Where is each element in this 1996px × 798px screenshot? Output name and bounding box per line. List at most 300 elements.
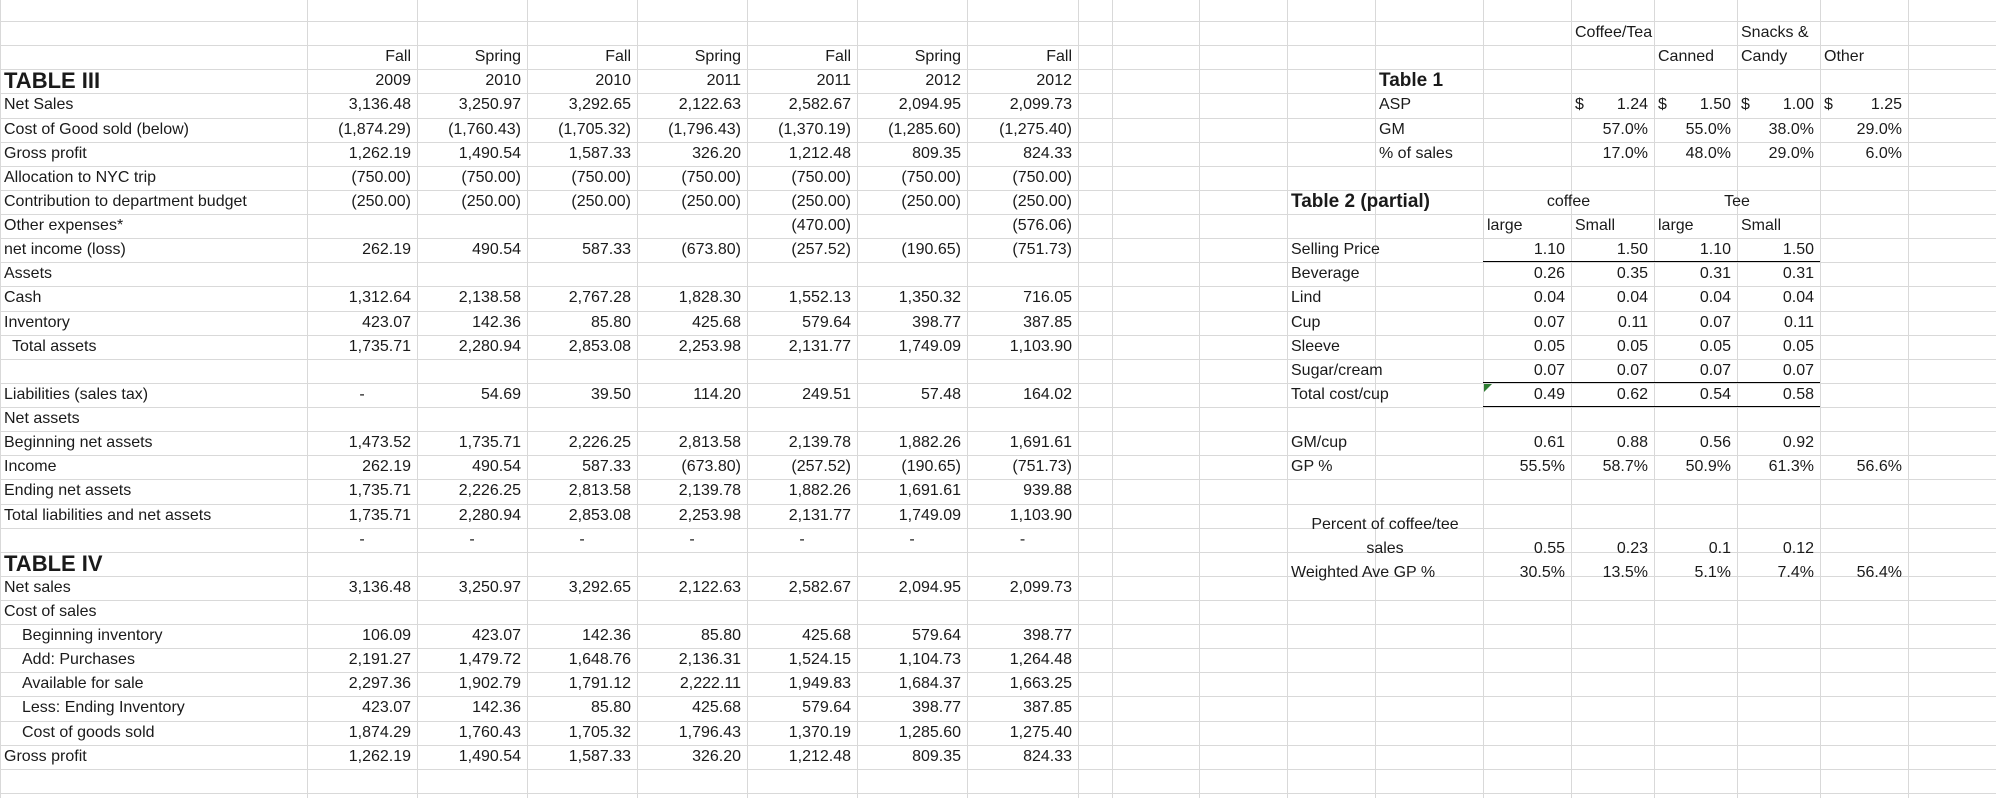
cell-border [1483, 406, 1820, 407]
value-cell[interactable]: 2,122.63 [678, 579, 741, 596]
value-cell[interactable]: 579.64 [912, 627, 961, 644]
value-cell[interactable]: 3,250.97 [458, 96, 521, 113]
value-cell[interactable]: (1,275.40) [999, 121, 1072, 138]
value-cell[interactable]: 57.0% [1602, 121, 1648, 138]
value-cell[interactable]: - [799, 531, 805, 548]
header-year-cell[interactable]: 2011 [706, 72, 741, 89]
value-cell[interactable]: 0.92 [1782, 434, 1814, 451]
value-cell[interactable]: - [359, 386, 365, 403]
row-label[interactable]: Sleeve [1291, 338, 1340, 355]
header-year-cell[interactable]: 2012 [925, 72, 961, 89]
row-label[interactable]: Beginning inventory [22, 627, 163, 644]
value-cell[interactable]: (1,874.29) [338, 121, 411, 138]
value-cell[interactable]: (1,285.60) [888, 121, 961, 138]
value-cell[interactable]: (750.00) [351, 169, 411, 186]
header-year-cell[interactable]: 2010 [485, 72, 521, 89]
value-cell[interactable]: 1,882.26 [788, 482, 851, 499]
value-cell[interactable]: 1,490.54 [458, 748, 521, 765]
value-cell[interactable]: 0.61 [1533, 434, 1565, 451]
value-cell[interactable]: 1,490.54 [458, 145, 521, 162]
grid-row-line [0, 793, 1996, 794]
value-cell[interactable]: (257.52) [791, 241, 851, 258]
header-season-cell[interactable]: Spring [694, 48, 741, 65]
value-cell[interactable]: 809.35 [912, 145, 961, 162]
value-cell[interactable]: (1,705.32) [558, 121, 631, 138]
value-cell[interactable]: 587.33 [582, 458, 631, 475]
value-cell[interactable]: 2,853.08 [568, 338, 631, 355]
value-cell[interactable]: 0.04 [1616, 289, 1648, 306]
value-cell[interactable]: 1,264.48 [1009, 651, 1072, 668]
table1-header-bottom[interactable]: Other [1824, 48, 1865, 65]
size-header[interactable]: large [1658, 217, 1694, 234]
value-cell[interactable]: 1,691.61 [1009, 434, 1072, 451]
value-cell[interactable]: 824.33 [1023, 748, 1072, 765]
value-cell[interactable]: 809.35 [912, 748, 961, 765]
value-cell[interactable]: 6.0% [1865, 145, 1902, 162]
value-cell[interactable]: 0.62 [1616, 386, 1648, 403]
value-cell[interactable]: 0.12 [1782, 540, 1814, 557]
value-cell[interactable]: 1,705.32 [568, 724, 631, 741]
cell-comment-flag-icon[interactable] [1484, 384, 1492, 392]
value-cell[interactable]: 2,582.67 [788, 579, 851, 596]
value-cell[interactable]: 0.07 [1782, 362, 1814, 379]
value-cell[interactable]: 1,285.60 [898, 724, 961, 741]
value-cell[interactable]: 1,874.29 [348, 724, 411, 741]
value-cell[interactable]: - [359, 531, 365, 548]
value-cell[interactable]: 1,735.71 [458, 434, 521, 451]
value-cell[interactable]: 1,749.09 [898, 338, 961, 355]
value-cell[interactable]: (1,370.19) [778, 121, 851, 138]
value-cell[interactable]: 2,253.98 [678, 338, 741, 355]
row-label[interactable]: ASP [1379, 96, 1412, 113]
value-cell[interactable]: 29.0% [1768, 145, 1814, 162]
value-cell[interactable]: 142.36 [472, 699, 521, 716]
value-cell[interactable]: 0.07 [1699, 314, 1731, 331]
value-cell[interactable]: 423.07 [362, 314, 411, 331]
value-cell[interactable]: 30.5% [1519, 564, 1565, 581]
currency-symbol: $ [1824, 96, 1833, 113]
value-cell[interactable]: 57.48 [920, 386, 961, 403]
row-label[interactable]: Sugar/cream [1291, 362, 1383, 379]
value-cell[interactable]: 2,099.73 [1009, 579, 1072, 596]
size-header[interactable]: Small [1575, 217, 1616, 234]
value-cell[interactable]: 2,122.63 [678, 96, 741, 113]
grid-row-line [0, 769, 1996, 770]
value-cell[interactable]: 2,226.25 [568, 434, 631, 451]
value-cell[interactable]: 425.68 [692, 699, 741, 716]
value-cell[interactable]: 1,735.71 [348, 338, 411, 355]
value-cell[interactable]: 2,253.98 [678, 507, 741, 524]
value-cell[interactable]: 29.0% [1856, 121, 1902, 138]
value-cell[interactable]: 262.19 [362, 241, 411, 258]
value-cell[interactable]: 579.64 [802, 699, 851, 716]
value-cell[interactable]: 1,663.25 [1009, 675, 1072, 692]
row-label[interactable]: Gross profit [4, 145, 87, 162]
value-cell[interactable]: (257.52) [791, 458, 851, 475]
value-cell[interactable]: 326.20 [692, 145, 741, 162]
value-cell[interactable]: 1,103.90 [1009, 507, 1072, 524]
pct-label[interactable]: Percent of coffee/tee [1311, 516, 1459, 533]
value-cell[interactable]: 2,131.77 [788, 338, 851, 355]
value-cell[interactable]: (1,760.43) [448, 121, 521, 138]
value-cell[interactable]: (750.00) [1012, 169, 1072, 186]
value-cell[interactable]: 3,292.65 [568, 96, 631, 113]
header-year-cell[interactable]: 2011 [816, 72, 851, 89]
cell-border [1483, 261, 1820, 262]
value-cell[interactable]: 1,691.61 [898, 482, 961, 499]
value-cell[interactable] [1654, 93, 1737, 117]
value-cell[interactable]: 1,760.43 [458, 724, 521, 741]
value-cell[interactable]: 425.68 [802, 627, 851, 644]
value-cell[interactable] [1737, 93, 1820, 117]
value-cell[interactable]: 5.1% [1694, 564, 1731, 581]
value-cell[interactable]: (250.00) [791, 193, 851, 210]
value-cell[interactable]: 1.50 [1782, 241, 1814, 258]
value-cell[interactable]: 1,552.13 [788, 289, 851, 306]
value-cell[interactable]: 824.33 [1023, 145, 1072, 162]
header-year-cell[interactable]: 2012 [1036, 72, 1072, 89]
value-cell[interactable]: 2,099.73 [1009, 96, 1072, 113]
value-cell[interactable]: (750.00) [791, 169, 851, 186]
value-cell[interactable]: 3,250.97 [458, 579, 521, 596]
value-cell[interactable]: (673.80) [681, 458, 741, 475]
value-cell[interactable]: 0.23 [1616, 540, 1648, 557]
value-cell[interactable]: 106.09 [362, 627, 411, 644]
value-cell[interactable]: 490.54 [472, 241, 521, 258]
value-cell[interactable]: 398.77 [912, 314, 961, 331]
value-cell[interactable]: (250.00) [461, 193, 521, 210]
value-cell[interactable]: 2,139.78 [788, 434, 851, 451]
row-label[interactable]: Net assets [4, 410, 80, 427]
value-cell[interactable]: 1,735.71 [348, 507, 411, 524]
value-cell[interactable]: 262.19 [362, 458, 411, 475]
value-cell[interactable]: 2,136.31 [678, 651, 741, 668]
row-label[interactable]: Cost of goods sold [22, 724, 155, 741]
header-season-cell[interactable]: Fall [825, 48, 851, 65]
row-label[interactable]: Allocation to NYC trip [4, 169, 157, 186]
value-cell[interactable]: 0.07 [1616, 362, 1648, 379]
value-cell[interactable]: 1,479.72 [458, 651, 521, 668]
row-label[interactable]: Ending net assets [4, 482, 132, 499]
group-header-coffee[interactable]: coffee [1546, 193, 1591, 210]
gp-total-cell[interactable]: 56.6% [1856, 458, 1902, 475]
value-cell[interactable]: 490.54 [472, 458, 521, 475]
grid-column-line [1112, 0, 1113, 798]
row-label[interactable]: Weighted Ave GP % [1291, 564, 1436, 581]
value-cell[interactable]: 1,828.30 [678, 289, 741, 306]
grid-column-line [1078, 0, 1079, 798]
value-cell[interactable]: - [469, 531, 475, 548]
value-cell[interactable]: 2,094.95 [898, 96, 961, 113]
value-cell[interactable]: 2,767.28 [568, 289, 631, 306]
value-cell[interactable]: 0.58 [1782, 386, 1814, 403]
value-cell[interactable]: 0.54 [1699, 386, 1731, 403]
value-cell[interactable]: 0.04 [1699, 289, 1731, 306]
value-cell[interactable]: 2,094.95 [898, 579, 961, 596]
value-cell[interactable]: 48.0% [1685, 145, 1731, 162]
size-header[interactable]: large [1487, 217, 1523, 234]
value-cell[interactable]: 0.07 [1533, 314, 1565, 331]
row-label[interactable]: Less: Ending Inventory [22, 699, 185, 716]
value-cell[interactable]: 2,280.94 [458, 507, 521, 524]
value-cell[interactable]: 1,587.33 [568, 145, 631, 162]
value-cell[interactable]: (250.00) [1012, 193, 1072, 210]
row-label[interactable]: Gross profit [4, 748, 87, 765]
value-cell[interactable]: (250.00) [681, 193, 741, 210]
header-season-cell[interactable]: Fall [385, 48, 411, 65]
value-cell[interactable]: 3,136.48 [348, 96, 411, 113]
value-cell[interactable]: (1,796.43) [668, 121, 741, 138]
value-cell[interactable] [1820, 93, 1908, 117]
value-cell[interactable]: 2,226.25 [458, 482, 521, 499]
value-cell[interactable]: 58.7% [1602, 458, 1648, 475]
value-cell[interactable]: 1,882.26 [898, 434, 961, 451]
value-cell[interactable]: 2,853.08 [568, 507, 631, 524]
value-cell[interactable]: 1,473.52 [348, 434, 411, 451]
currency-amount: 1.00 [1782, 96, 1814, 113]
value-cell[interactable]: 39.50 [590, 386, 631, 403]
row-label[interactable]: GM/cup [1291, 434, 1348, 451]
value-cell[interactable]: 2,297.36 [348, 675, 411, 692]
currency-amount: 1.24 [1616, 96, 1648, 113]
header-year-cell[interactable]: 2010 [595, 72, 631, 89]
row-label[interactable]: Cup [1291, 314, 1321, 331]
value-cell[interactable]: 50.9% [1685, 458, 1731, 475]
value-cell[interactable]: 0.26 [1533, 265, 1565, 282]
value-cell[interactable]: 1,212.48 [788, 145, 851, 162]
value-cell[interactable]: - [909, 531, 915, 548]
value-cell[interactable]: (576.06) [1012, 217, 1072, 234]
value-cell[interactable]: 1,212.48 [788, 748, 851, 765]
value-cell[interactable]: 0.11 [1784, 314, 1814, 331]
value-cell[interactable]: 326.20 [692, 748, 741, 765]
value-cell[interactable]: (190.65) [901, 458, 961, 475]
row-label[interactable]: Add: Purchases [22, 651, 135, 668]
table1-header-bottom[interactable]: Candy [1741, 48, 1788, 65]
row-label[interactable]: Net Sales [4, 96, 74, 113]
value-cell[interactable]: (750.00) [571, 169, 631, 186]
value-cell[interactable]: 0.05 [1616, 338, 1648, 355]
value-cell[interactable]: (190.65) [901, 241, 961, 258]
row-label[interactable]: GM [1379, 121, 1405, 138]
table1-title[interactable]: Table 1 [1379, 70, 1444, 91]
table3-title[interactable]: TABLE III [4, 68, 101, 93]
value-cell[interactable]: 0.07 [1533, 362, 1565, 379]
row-label[interactable]: Net sales [4, 579, 71, 596]
value-cell[interactable]: 0.88 [1616, 434, 1648, 451]
size-header[interactable]: Small [1741, 217, 1782, 234]
currency-symbol: $ [1741, 96, 1750, 113]
value-cell[interactable]: 398.77 [912, 699, 961, 716]
row-label[interactable]: Selling Price [1291, 241, 1380, 258]
currency-amount: 1.25 [1870, 96, 1902, 113]
value-cell[interactable]: 1.10 [1699, 241, 1731, 258]
value-cell[interactable]: 0.05 [1782, 338, 1814, 355]
value-cell[interactable]: 61.3% [1768, 458, 1814, 475]
value-cell[interactable]: (250.00) [901, 193, 961, 210]
row-label[interactable]: Income [4, 458, 57, 475]
header-season-cell[interactable]: Fall [1046, 48, 1072, 65]
value-cell[interactable]: 1.10 [1533, 241, 1565, 258]
value-cell[interactable]: 1,275.40 [1009, 724, 1072, 741]
table4-title[interactable]: TABLE IV [4, 551, 103, 576]
value-cell[interactable]: 1.50 [1616, 241, 1648, 258]
table1-header-bottom[interactable]: Canned [1658, 48, 1715, 65]
value-cell[interactable]: 0.56 [1699, 434, 1731, 451]
value-cell[interactable]: 2,191.27 [348, 651, 411, 668]
header-year-cell[interactable]: 2009 [375, 72, 411, 89]
group-header-tee[interactable]: Tee [1724, 193, 1750, 210]
value-cell[interactable]: 2,138.58 [458, 289, 521, 306]
grid-column-line [1199, 0, 1200, 798]
grid-column-line [1908, 0, 1909, 798]
header-season-cell[interactable]: Fall [605, 48, 631, 65]
value-cell[interactable]: 85.80 [590, 699, 631, 716]
value-cell[interactable]: 3,136.48 [348, 579, 411, 596]
header-season-cell[interactable]: Spring [474, 48, 521, 65]
value-cell[interactable]: 164.02 [1023, 386, 1072, 403]
value-cell[interactable]: 1,796.43 [678, 724, 741, 741]
value-cell[interactable]: 1,587.33 [568, 748, 631, 765]
value-cell[interactable]: (750.00) [901, 169, 961, 186]
value-cell[interactable]: 0.55 [1533, 540, 1565, 557]
value-cell[interactable]: 3,292.65 [568, 579, 631, 596]
value-cell[interactable]: 1,949.83 [788, 675, 851, 692]
value-cell[interactable]: (751.73) [1012, 241, 1072, 258]
value-cell[interactable]: 7.4% [1777, 564, 1814, 581]
value-cell[interactable]: (250.00) [571, 193, 631, 210]
value-cell[interactable]: 1,648.76 [568, 651, 631, 668]
value-cell[interactable]: 13.5% [1602, 564, 1648, 581]
value-cell[interactable]: 85.80 [590, 314, 631, 331]
value-cell[interactable]: 85.80 [700, 627, 741, 644]
value-cell[interactable]: - [689, 531, 695, 548]
value-cell[interactable]: 0.1 [1708, 540, 1731, 557]
value-cell[interactable]: 0.11 [1618, 314, 1648, 331]
value-cell[interactable]: 0.05 [1699, 338, 1731, 355]
row-label[interactable]: Inventory [4, 314, 70, 331]
wa-total-cell[interactable]: 56.4% [1856, 564, 1902, 581]
value-cell[interactable]: 1,104.73 [898, 651, 961, 668]
value-cell[interactable]: - [579, 531, 585, 548]
value-cell[interactable]: 1,103.90 [1009, 338, 1072, 355]
value-cell[interactable]: 0.04 [1782, 289, 1814, 306]
row-label[interactable]: Beginning net assets [4, 434, 153, 451]
row-label[interactable]: Assets [4, 265, 53, 282]
row-label[interactable]: Total liabilities and net assets [4, 507, 212, 524]
pct-label[interactable]: sales [1366, 540, 1404, 557]
currency-symbol: $ [1658, 96, 1667, 113]
value-cell[interactable]: 1,312.64 [348, 289, 411, 306]
row-label[interactable]: % of sales [1379, 145, 1453, 162]
value-cell[interactable]: 142.36 [472, 314, 521, 331]
grid-row-line [0, 21, 1996, 22]
value-cell[interactable]: 0.04 [1533, 289, 1565, 306]
value-cell[interactable]: 1,350.32 [898, 289, 961, 306]
value-cell[interactable]: 1,370.19 [788, 724, 851, 741]
value-cell[interactable]: 142.36 [582, 627, 631, 644]
value-cell[interactable]: 1,749.09 [898, 507, 961, 524]
row-label[interactable]: Total assets [12, 338, 97, 355]
value-cell[interactable]: - [1019, 531, 1026, 548]
value-cell[interactable]: 2,813.58 [568, 482, 631, 499]
row-label[interactable]: Contribution to department budget [4, 193, 247, 210]
row-label[interactable]: Beverage [1291, 265, 1360, 282]
value-cell[interactable]: 2,582.67 [788, 96, 851, 113]
value-cell[interactable]: 0.35 [1616, 265, 1648, 282]
row-label[interactable]: Lind [1291, 289, 1322, 306]
value-cell[interactable]: (673.80) [681, 241, 741, 258]
value-cell[interactable]: 1,902.79 [458, 675, 521, 692]
value-cell[interactable]: 2,813.58 [678, 434, 741, 451]
value-cell[interactable]: 0.49 [1533, 386, 1565, 403]
value-cell[interactable]: 38.0% [1768, 121, 1814, 138]
value-cell[interactable]: (750.00) [681, 169, 741, 186]
value-cell[interactable]: 114.20 [693, 386, 741, 403]
value-cell[interactable]: (470.00) [791, 217, 851, 234]
row-label[interactable]: Other expenses* [4, 217, 124, 234]
value-cell[interactable]: 249.51 [802, 386, 851, 403]
value-cell[interactable]: 423.07 [472, 627, 521, 644]
value-cell[interactable]: 0.31 [1782, 265, 1814, 282]
row-label[interactable]: Total cost/cup [1291, 386, 1389, 403]
value-cell[interactable]: (750.00) [461, 169, 521, 186]
value-cell[interactable]: 54.69 [480, 386, 521, 403]
cell-border [1483, 382, 1820, 383]
table1-header-top[interactable]: Coffee/Tea [1575, 24, 1653, 41]
row-label[interactable]: Liabilities (sales tax) [4, 386, 149, 403]
value-cell[interactable]: (250.00) [351, 193, 411, 210]
value-cell[interactable]: 1,735.71 [348, 482, 411, 499]
value-cell[interactable]: 2,222.11 [679, 675, 741, 692]
value-cell[interactable]: 1,791.12 [568, 675, 631, 692]
value-cell[interactable]: 2,280.94 [458, 338, 521, 355]
row-label[interactable]: Cost of Good sold (below) [4, 121, 189, 138]
value-cell[interactable]: 387.85 [1023, 699, 1072, 716]
value-cell[interactable]: 425.68 [692, 314, 741, 331]
value-cell[interactable]: (751.73) [1012, 458, 1072, 475]
row-label[interactable]: net income (loss) [4, 241, 126, 258]
table1-header-top[interactable]: Snacks & [1741, 24, 1809, 41]
value-cell[interactable]: 0.07 [1699, 362, 1731, 379]
value-cell[interactable]: 0.05 [1533, 338, 1565, 355]
value-cell[interactable]: 2,139.78 [678, 482, 741, 499]
row-label[interactable]: Cost of sales [4, 603, 97, 620]
value-cell[interactable]: 587.33 [582, 241, 631, 258]
value-cell[interactable]: 1,684.37 [898, 675, 961, 692]
value-cell[interactable]: 17.0% [1602, 145, 1648, 162]
header-season-cell[interactable]: Spring [914, 48, 961, 65]
value-cell[interactable]: 716.05 [1023, 289, 1072, 306]
value-cell[interactable]: 55.0% [1685, 121, 1731, 138]
value-cell[interactable]: 423.07 [362, 699, 411, 716]
value-cell[interactable]: 1,262.19 [348, 145, 411, 162]
table2-title[interactable]: Table 2 (partial) [1291, 191, 1431, 212]
row-label[interactable]: Cash [4, 289, 42, 306]
value-cell[interactable]: 387.85 [1023, 314, 1072, 331]
row-label[interactable]: Available for sale [22, 675, 144, 692]
value-cell[interactable]: 1,524.15 [788, 651, 851, 668]
row-label[interactable]: GP % [1291, 458, 1333, 475]
value-cell[interactable]: 55.5% [1519, 458, 1565, 475]
value-cell[interactable]: 398.77 [1023, 627, 1072, 644]
value-cell[interactable]: 579.64 [802, 314, 851, 331]
value-cell[interactable]: 0.31 [1699, 265, 1731, 282]
value-cell[interactable]: 939.88 [1023, 482, 1072, 499]
value-cell[interactable]: 2,131.77 [788, 507, 851, 524]
value-cell[interactable] [1571, 93, 1654, 117]
value-cell[interactable]: 1,262.19 [348, 748, 411, 765]
